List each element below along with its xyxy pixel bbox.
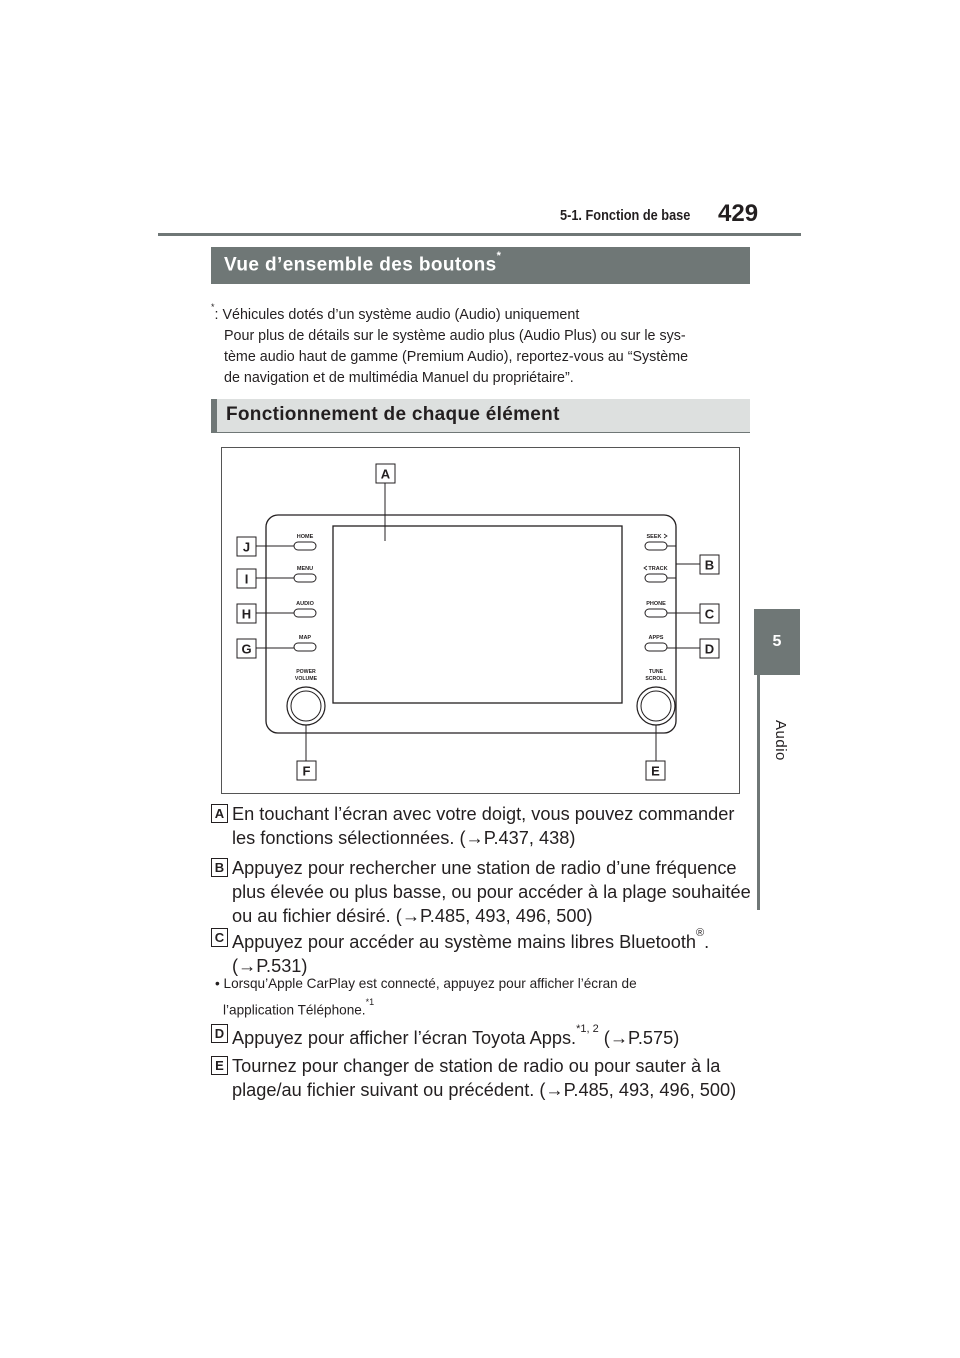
item-b-tag: B (211, 858, 228, 877)
svg-text:POWER: POWER (296, 669, 316, 675)
head-unit-illustration (222, 448, 739, 793)
callout-a (376, 464, 395, 483)
item-c-note (215, 973, 755, 1022)
item-b (211, 856, 771, 928)
home-button (294, 534, 316, 550)
item-c-line-1: Appuyez pour accéder au système mains libres Bluetooth®. (232, 927, 710, 953)
svg-text:J: J (242, 539, 251, 555)
svg-text:G: G (241, 641, 252, 657)
svg-text:B: B (704, 557, 715, 573)
section-title-text: Vue d’ensemble des boutons (224, 254, 497, 276)
touch-screen (333, 526, 622, 703)
callout-j (237, 537, 256, 556)
item-e-line-1: Tournez pour changer de station de radio ou pour sauter à la (232, 1056, 721, 1076)
footnote-line-4: de navigation et de multimédia Manuel du propriétaire”. (224, 369, 574, 386)
item-e (211, 1054, 771, 1102)
phone-button (645, 601, 667, 617)
item-c-note-line-2: l’application Téléphone.$^{*1}$ (223, 997, 375, 1018)
item-e-tag: E (211, 1056, 228, 1075)
callout-d (700, 639, 719, 658)
audio-button (294, 601, 316, 617)
chapter-tab: 5 (754, 609, 800, 675)
svg-text:HOME: HOME (296, 534, 314, 540)
item-a-tag: A (211, 804, 228, 823)
item-c (211, 926, 771, 978)
svg-text:MENU: MENU (296, 566, 314, 572)
svg-text:TRACK: TRACK (648, 566, 668, 572)
callout-f (297, 761, 316, 780)
item-a-line-1: En touchant l’écran avec votre doigt, vous pouvez commander (232, 804, 735, 824)
svg-text:MAP: MAP (298, 635, 312, 641)
chapter-tab-label: Audio (772, 720, 789, 761)
callout-e (646, 761, 665, 780)
item-d-line-1: Appuyez pour afficher l’écran Toyota Apps.$^{*1, 2}$ (→P.575) (232, 1023, 680, 1049)
callout-h (237, 604, 256, 623)
svg-text:VOLUME: VOLUME (294, 676, 318, 682)
callout-c (700, 604, 719, 623)
svg-text:APPS: APPS (648, 635, 664, 641)
svg-text:TUNE: TUNE (648, 669, 664, 675)
footnote-line-1: : Véhicules dotés d’un système audio (Audio) uniquement (214, 306, 580, 323)
section-title-mark: * (496, 250, 502, 262)
head-unit-figure (221, 447, 740, 794)
footnote-mark: * (211, 302, 215, 312)
header-rule (158, 233, 801, 236)
section-heading: 5-1. Fonction de base (560, 207, 691, 224)
footnote-line-2: Pour plus de détails sur le système audio plus (Audio Plus) ou sur le sys- (224, 327, 686, 344)
item-c-line-2: (→P.531) (232, 956, 308, 977)
svg-text:SCROLL: SCROLL (645, 676, 667, 682)
callout-b (700, 555, 719, 574)
svg-text:I: I (244, 571, 249, 587)
menu-button (294, 566, 316, 582)
svg-text:PHONE: PHONE (646, 601, 666, 607)
svg-text:E: E (651, 763, 660, 779)
svg-text:H: H (241, 606, 252, 622)
svg-text:SEEK: SEEK (646, 534, 662, 540)
svg-text:A: A (380, 466, 391, 482)
page-number: 429 (718, 200, 759, 227)
callout-i (237, 569, 256, 588)
svg-text:D: D (704, 641, 715, 657)
item-d-tag: D (211, 1024, 228, 1043)
item-a-line-2: les fonctions sélectionnées. (→P.437, 438) (232, 828, 576, 848)
section-title-operation-text: Fonctionnement de chaque élément (226, 404, 560, 425)
track-button (644, 566, 668, 582)
item-b-line-3: ou au fichier désiré. (→P.485, 493, 496, 500) (232, 906, 593, 926)
item-e-line-2: plage/au fichier suivant ou précédent. (→P.485, 493, 496, 500) (232, 1080, 737, 1100)
item-b-line-2: plus élevée ou plus basse, ou pour accéder à la plage souhaitée (232, 882, 751, 902)
item-c-tag: C (211, 928, 228, 947)
svg-text:F: F (302, 763, 311, 779)
svg-text:C: C (704, 606, 715, 622)
item-a (211, 802, 771, 850)
callout-g (237, 639, 256, 658)
svg-text:AUDIO: AUDIO (296, 601, 314, 607)
item-c-note-line-1: • Lorsqu’Apple CarPlay est connecté, appuyez pour afficher l’écran de (215, 976, 637, 991)
section-title-overview (211, 247, 750, 284)
footnote (211, 300, 756, 389)
section-title-operation (211, 399, 750, 432)
item-d (211, 1022, 771, 1050)
footnote-line-3: tème audio haut de gamme (Premium Audio), reportez-vous au “Système (224, 348, 689, 365)
item-b-line-1: Appuyez pour rechercher une station de radio d’une fréquence (232, 858, 737, 878)
section-rule (211, 432, 750, 433)
